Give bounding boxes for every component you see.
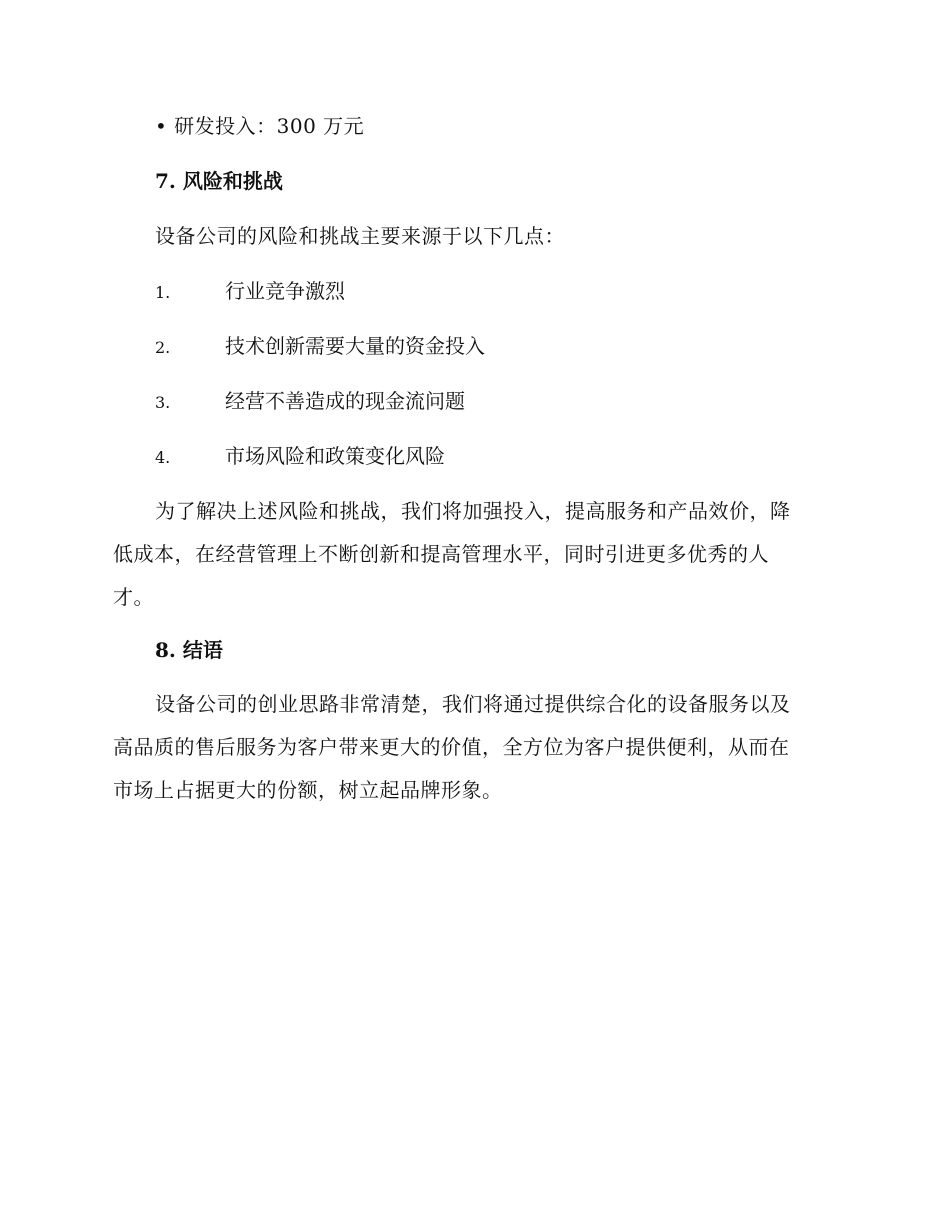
section-7-paragraph-line: 为了解决上述风险和挑战，我们将加强投入，提高服务和产品效价，降 <box>155 499 791 523</box>
section-7-heading: 7. 风险和挑战 <box>155 169 283 193</box>
section-7-intro: 设备公司的风险和挑战主要来源于以下几点： <box>155 224 565 248</box>
risk-list-item <box>155 275 345 309</box>
section-8-paragraph-line: 市场上占据更大的份额，树立起品牌形象。 <box>113 778 503 802</box>
list-text: 经营不善造成的现金流问题 <box>225 389 465 413</box>
section-8-paragraph-line: 设备公司的创业思路非常清楚，我们将通过提供综合化的设备服务以及 <box>155 692 791 716</box>
list-text: 市场风险和政策变化风险 <box>225 444 445 468</box>
section-8-heading: 8. 结语 <box>155 638 223 662</box>
list-number: 2. <box>155 338 171 357</box>
list-number: 1. <box>155 283 171 302</box>
bullet-rd-investment: • 研发投入：300 万元 <box>155 114 365 138</box>
section-7-paragraph-line: 才。 <box>113 585 154 609</box>
section-8-paragraph-line: 高品质的售后服务为客户带来更大的价值，全方位为客户提供便利，从而在 <box>113 735 790 759</box>
list-number: 4. <box>155 448 171 467</box>
risk-list-item <box>155 440 445 474</box>
section-7-paragraph-line: 低成本，在经营管理上不断创新和提高管理水平，同时引进更多优秀的人 <box>113 542 769 566</box>
risk-list-item <box>155 385 465 419</box>
list-text: 行业竞争激烈 <box>225 279 345 303</box>
list-number: 3. <box>155 393 171 412</box>
risk-list-item <box>155 330 485 364</box>
list-text: 技术创新需要大量的资金投入 <box>225 334 485 358</box>
